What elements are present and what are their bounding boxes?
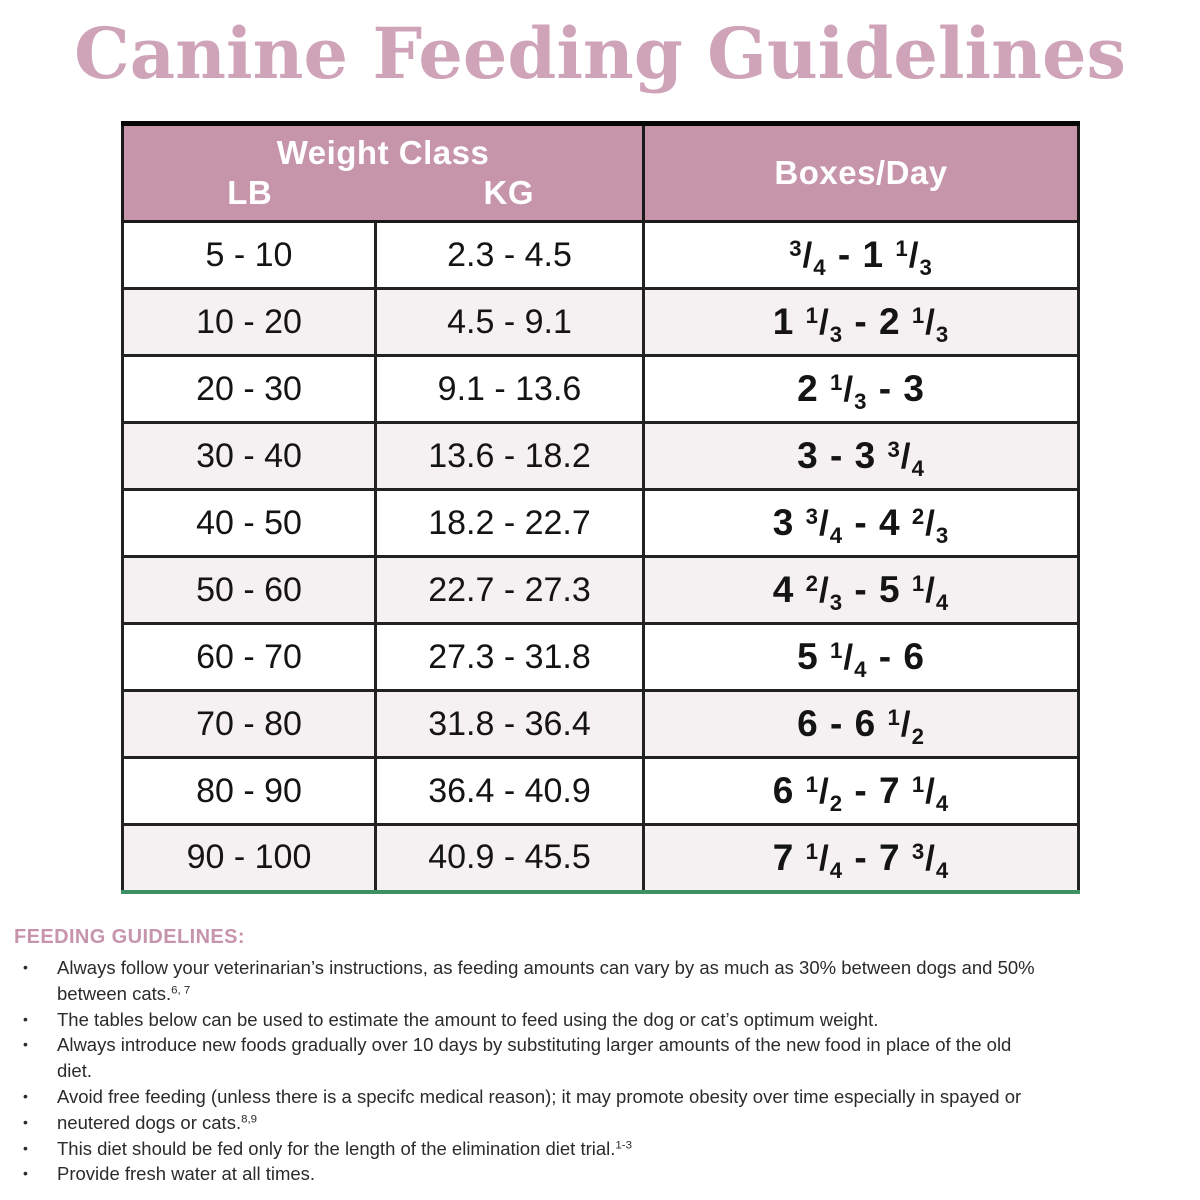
kg-range-cell: 2.3 - 4.5 <box>376 222 644 289</box>
kg-range-cell: 31.8 - 36.4 <box>376 691 644 758</box>
lb-range-cell: 10 - 20 <box>123 289 376 356</box>
guidelines-heading: FEEDING GUIDELINES: <box>14 926 245 948</box>
guideline-line <box>14 1058 1190 1084</box>
table-row <box>123 423 1079 490</box>
guideline-line <box>14 955 1190 981</box>
guideline-text: between cats.$^{6, 7}$ <box>57 982 191 1004</box>
kg-range-cell: 18.2 - 22.7 <box>376 490 644 557</box>
kg-range-cell: 4.5 - 9.1 <box>376 289 644 356</box>
boxes-per-day-cell: 4 $^2/_3 - 5$ $^1/_4$ <box>644 557 1079 624</box>
footnote-superscript: 8,9 <box>241 1113 258 1126</box>
kg-range-cell: 36.4 - 40.9 <box>376 758 644 825</box>
boxes-per-day-cell: 3 - 3 $^3/_4$ <box>644 423 1079 490</box>
guideline-text: Provide fresh water at all times. <box>57 1163 316 1185</box>
guideline-line <box>14 1032 1190 1058</box>
bullet-marker: • <box>23 1087 28 1104</box>
feeding-table <box>121 121 1080 894</box>
table-row <box>123 624 1079 691</box>
lb-range-cell: 70 - 80 <box>123 691 376 758</box>
footnote-superscript: 6, 7 <box>171 984 191 997</box>
bullet-marker: • <box>23 1139 28 1156</box>
page-title: Canine Feeding Guidelines <box>74 12 1126 95</box>
table-row <box>123 356 1079 423</box>
lb-range-cell: 60 - 70 <box>123 624 376 691</box>
lb-range-cell: 40 - 50 <box>123 490 376 557</box>
guideline-line <box>14 1161 1190 1187</box>
boxes-per-day-cell: 3 $^3/_4 - 4$ $^2/_3$ <box>644 490 1079 557</box>
guidelines-section <box>14 926 1190 1187</box>
guideline-line <box>14 1007 1190 1033</box>
guideline-line <box>14 1084 1190 1110</box>
lb-range-cell: 90 - 100 <box>123 825 376 892</box>
boxes-per-day-cell: 2 $^1/_3 - 3$ <box>644 356 1079 423</box>
bullet-marker: • <box>23 1010 28 1027</box>
boxes-per-day-cell: 6 $^1/_2 - 7$ $^1/_4$ <box>644 758 1079 825</box>
bullet-marker: • <box>23 1165 28 1182</box>
lb-range-cell: 50 - 60 <box>123 557 376 624</box>
boxes-per-day-cell: 7 $^1/_4 - 7$ $^3/_4$ <box>644 825 1079 892</box>
bullet-marker: • <box>23 1036 28 1053</box>
table-header <box>123 124 1079 222</box>
table-body <box>123 222 1079 892</box>
table-row <box>123 557 1079 624</box>
table-row <box>123 222 1079 289</box>
table-row <box>123 289 1079 356</box>
table-row <box>123 825 1079 892</box>
table-row <box>123 758 1079 825</box>
header-boxes-day: Boxes/Day <box>644 124 1079 222</box>
lb-range-cell: 80 - 90 <box>123 758 376 825</box>
table-row <box>123 691 1079 758</box>
bullet-marker: • <box>23 959 28 975</box>
table-row <box>123 490 1079 557</box>
guideline-text: diet. <box>57 1060 92 1082</box>
kg-range-cell: 13.6 - 18.2 <box>376 423 644 490</box>
kg-range-cell: 22.7 - 27.3 <box>376 557 644 624</box>
guideline-text: This diet should be fed only for the length of the elimination diet trial.$^{1-3}$ <box>57 1137 632 1159</box>
footnote-superscript: 1-3 <box>615 1139 632 1152</box>
guideline-text: The tables below can be used to estimate the amount to feed using the dog or cat’s optimum weight. <box>57 1008 879 1030</box>
guideline-line <box>14 981 1190 1007</box>
header-row-1 <box>123 124 1079 174</box>
lb-range-cell: 30 - 40 <box>123 423 376 490</box>
header-weight-class: Weight Class <box>123 124 644 174</box>
guideline-line <box>14 1136 1190 1162</box>
lb-range-cell: 20 - 30 <box>123 356 376 423</box>
guideline-text: Always follow your veterinarian’s instructions, as feeding amounts can vary by as much as 30% between dogs and 50% <box>57 957 1035 978</box>
header-lb: LB <box>123 174 376 222</box>
header-kg: KG <box>376 174 644 222</box>
bullet-marker: • <box>23 1113 28 1130</box>
guideline-text: neutered dogs or cats.$^{8,9}$ <box>57 1111 258 1133</box>
kg-range-cell: 40.9 - 45.5 <box>376 825 644 892</box>
kg-range-cell: 27.3 - 31.8 <box>376 624 644 691</box>
boxes-per-day-cell: 6 - 6 $^1/_2$ <box>644 691 1079 758</box>
guideline-line <box>14 1110 1190 1136</box>
boxes-per-day-cell: 5 $^1/_4 - 6$ <box>644 624 1079 691</box>
guideline-text: Avoid free feeding (unless there is a specifc medical reason); it may promote obesity over time especially in spayed or <box>57 1085 1022 1107</box>
boxes-per-day-cell: 1 $^1/_3 - 2$ $^1/_3$ <box>644 289 1079 356</box>
guidelines-list <box>14 955 1190 1187</box>
kg-range-cell: 9.1 - 13.6 <box>376 356 644 423</box>
boxes-per-day-cell: $^3/_4 - 1$ $^1/_3$ <box>644 222 1079 289</box>
guideline-text: Always introduce new foods gradually over 10 days by substituting larger amounts of the new food in place of the old <box>57 1034 1012 1056</box>
lb-range-cell: 5 - 10 <box>123 222 376 289</box>
